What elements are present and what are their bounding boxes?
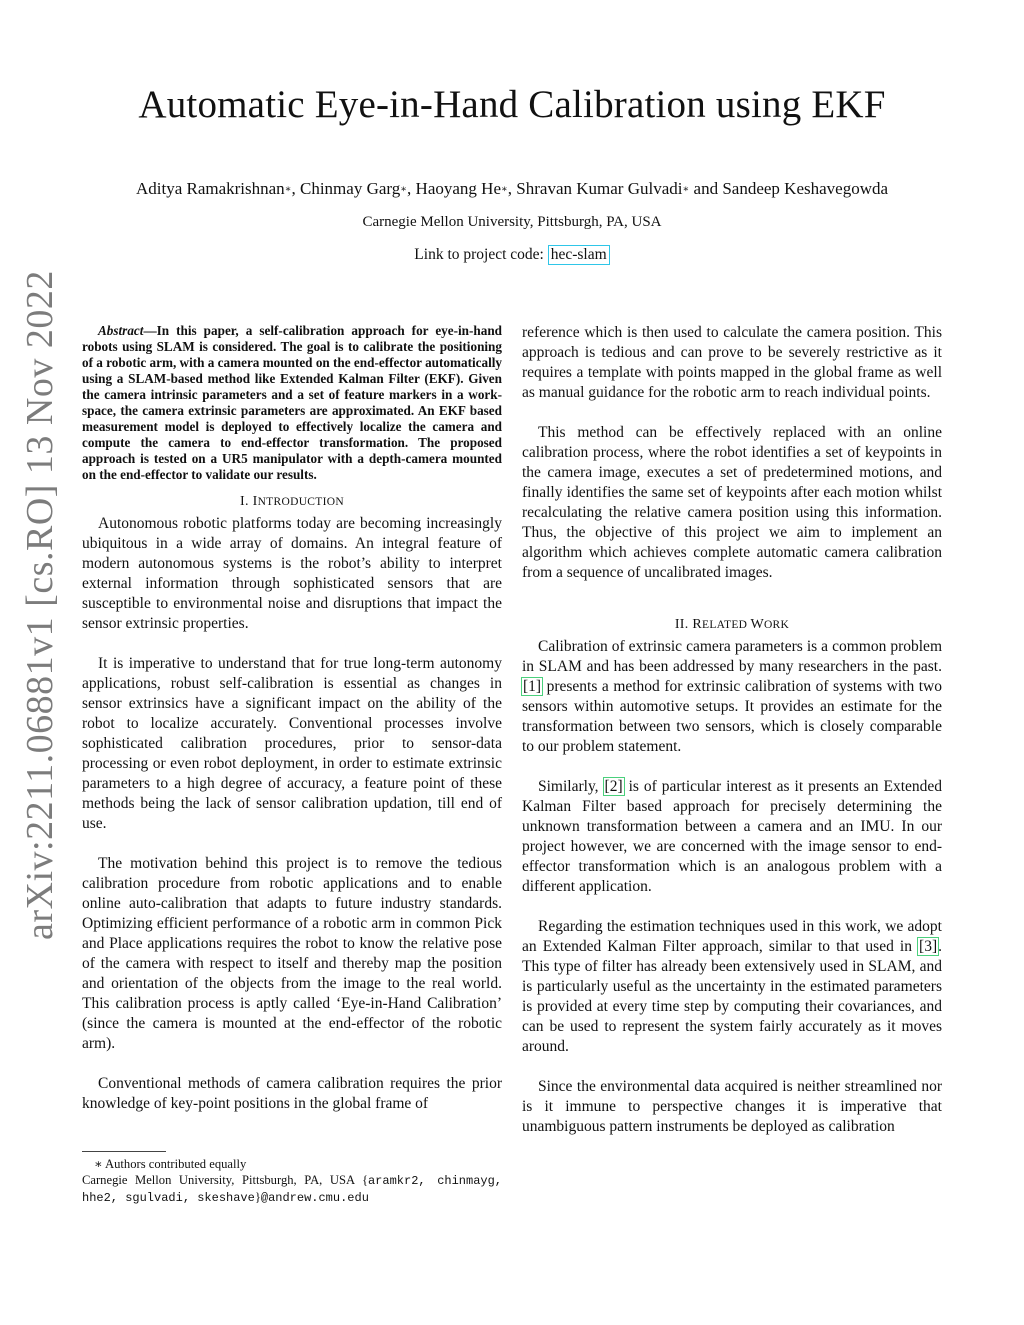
section-number: II. — [674, 617, 693, 632]
citation-link[interactable]: [3] — [919, 938, 938, 955]
brace-close: } — [254, 1190, 261, 1204]
equal-contribution-mark: ∗ — [682, 184, 690, 195]
section-heading-introduction — [82, 494, 502, 510]
paragraph: reference which is then used to calculate the camera position. This approach is tedious and can prove to be severely restrictive as it requires a template with points mapped in the global frame as well as manual guidance for the robotic arm to reach individual points. — [522, 324, 942, 401]
citation-link[interactable]: [1] — [523, 678, 542, 695]
affiliation: Carnegie Mellon University, Pittsburgh, PA, USA — [362, 214, 662, 230]
paragraph: Autonomous robotic platforms today are becoming increasingly ubiquitous in a wide array of domains. An integral feature of modern autonomous systems is the robot’s ability to interpret external information through sophisticated sensors that are susceptible to environmental noise and disruptions that impact the sensor extrinsic properties. — [82, 515, 502, 632]
project-code-label: Link to project code: — [414, 246, 548, 263]
section-title-rest: ORK — [763, 619, 790, 631]
project-code-line — [0, 246, 1024, 264]
paragraph — [522, 777, 942, 897]
author-separator: , — [291, 179, 300, 198]
paragraph — [522, 637, 942, 757]
author-name: Sandeep Keshavegowda — [722, 179, 889, 198]
paragraph-text: Similarly, — [538, 778, 604, 795]
section-title-initial: W — [750, 617, 764, 632]
footnote-affiliation-text: Carnegie Mellon University, Pittsburgh, PA, USA — [82, 1173, 362, 1187]
section-number: I. — [240, 494, 253, 509]
footnote-text: Authors contributed equally — [102, 1157, 247, 1171]
email-domain: @andrew.cmu.edu — [260, 1191, 369, 1205]
section-title-initial: R — [692, 617, 703, 632]
section-title-rest: ELATED — [702, 619, 751, 631]
paragraph: It is imperative to understand that for true long-term autonomy applications, robust self-calibration is essential as changes in sensor extrinsics have a significant impact on the ability of the robot to localize accurately. Conventional processes involve sophisticated calibration procedures, prior to sensor-data processing or even robot deployment, in order to estimate extrinsic parameters to a high degree of accuracy, a feature point of these methods being the lack of sensor calibration updation, till end of use. — [82, 655, 502, 832]
footnote-equal-contribution — [82, 1156, 502, 1172]
citation-link[interactable]: [2] — [604, 778, 623, 795]
paragraph: Conventional methods of camera calibration requires the prior knowledge of key-point positions in the global frame of — [82, 1075, 502, 1112]
section-title-rest: NTRODUCTION — [257, 496, 344, 508]
footnote-rule — [82, 1151, 166, 1152]
paragraph-text: Calibration of extrinsic camera parameters is a common problem in SLAM and has been addressed by many researchers in the past. — [522, 638, 942, 675]
paragraph: The motivation behind this project is to remove the tedious calibration procedure from robotic applications and to enable online auto-calibration that adapts to future industry standards. Optimizing efficient performance of a robotic arm in common Pick and Place applications requires the robot to know the relative pose of the camera with respect to itself and thereby map the position and orientation of the objects from the image to the real world. This calibration process is aptly called ‘Eye-in-Hand Calibration’ (since the camera is mounted at the end-effector of the robotic arm). — [82, 855, 502, 1052]
paragraph — [522, 917, 942, 1057]
author-list — [0, 179, 1024, 199]
footnote-mark: ∗ — [94, 1157, 103, 1171]
paragraph-text: presents a method for extrinsic calibration of systems with two sensors within automotive setups. It provides an estimate for the transformation between two sensors, which is closely comparable to our problem statement. — [522, 678, 942, 755]
right-column — [522, 323, 942, 1137]
author-name: Chinmay Garg — [299, 179, 401, 198]
footnotes — [82, 1156, 502, 1206]
footnote-affiliation — [82, 1172, 502, 1206]
paper-title: Automatic Eye-in-Hand Calibration using EKF — [138, 83, 886, 126]
arxiv-identifier: arXiv:2211.06881v1 [cs.RO] 13 Nov 2022 — [19, 270, 61, 940]
paragraph: Since the environmental data acquired is neither streamlined nor is it immune to perspective changes it is imperative that unambiguous pattern instruments be deployed as calibration — [522, 1078, 942, 1135]
abstract-text: In this paper, a self-calibration approach for eye-in-hand robots using SLAM is considered. The goal is to calibrate the positioning of a robotic arm, with a camera mounted on the end-effector automatically using a SLAM-based method like Extended Kalman Filter (EKF). Given the camera intrinsic parameters and a set of feature markers in a work-space, the camera extrinsic parameters are approximated. An EKF based measurement model is deployed to effectively localize the camera and compute the camera to end-effector transformation. The proposed approach is tested on a UR5 manipulator with a depth-camera mounted on the end-effector to validate our results. — [82, 323, 502, 482]
author-separator: and — [689, 179, 723, 198]
paragraph-text: is of particular interest as it presents an Extended Kalman Filter based approach for precisely determining the unknown transformation between a camera and an IMU. In our project however, we are concerned with the image sensor to end-effector transformation which is an analogous problem with a different application. — [522, 778, 943, 895]
section-heading-related-work — [522, 617, 942, 633]
author-emails: aramkr2, chinmayg, hhe2, sgulvadi, skeshave — [82, 1174, 503, 1205]
paragraph-text: Regarding the estimation techniques used in this work, we adopt an Extended Kalman Filter approach, similar to that used in — [522, 918, 942, 955]
author-separator: , — [507, 179, 517, 198]
equal-contribution-mark: ∗ — [501, 184, 508, 195]
left-column — [82, 323, 502, 1114]
author-name: Aditya Ramakrishnan — [135, 179, 285, 198]
paragraph-text: . This type of filter has already been extensively used in SLAM, and is particularly useful as the uncertainty in the estimated parameters is provided at every time step by computing their covariances, and can be used to represent the system fairly accurately as it moves around. — [522, 938, 942, 1055]
brace-open: { — [361, 1173, 368, 1187]
equal-contribution-mark: ∗ — [400, 184, 408, 195]
project-code-link[interactable]: hec-slam — [548, 245, 610, 265]
section-title-initial: I — [252, 494, 258, 509]
abstract — [82, 323, 502, 483]
equal-contribution-mark: ∗ — [284, 184, 292, 195]
paragraph: This method can be effectively replaced with an online calibration process, where the robot identifies a set of keypoints in the camera image, executes a set of predetermined motions, and finally identifies the same set of keypoints after each motion whilst recalculating the relative camera position using this information. Thus, the objective of this project we aim to implement an algorithm which achieves complete automatic camera calibration from a sequence of uncalibrated images. — [522, 424, 942, 581]
abstract-label: Abstract — [98, 323, 144, 338]
author-name: Shravan Kumar Gulvadi — [516, 179, 683, 198]
author-name: Haoyang He — [415, 179, 501, 198]
abstract-dash: — — [143, 323, 157, 338]
author-separator: , — [407, 179, 416, 198]
